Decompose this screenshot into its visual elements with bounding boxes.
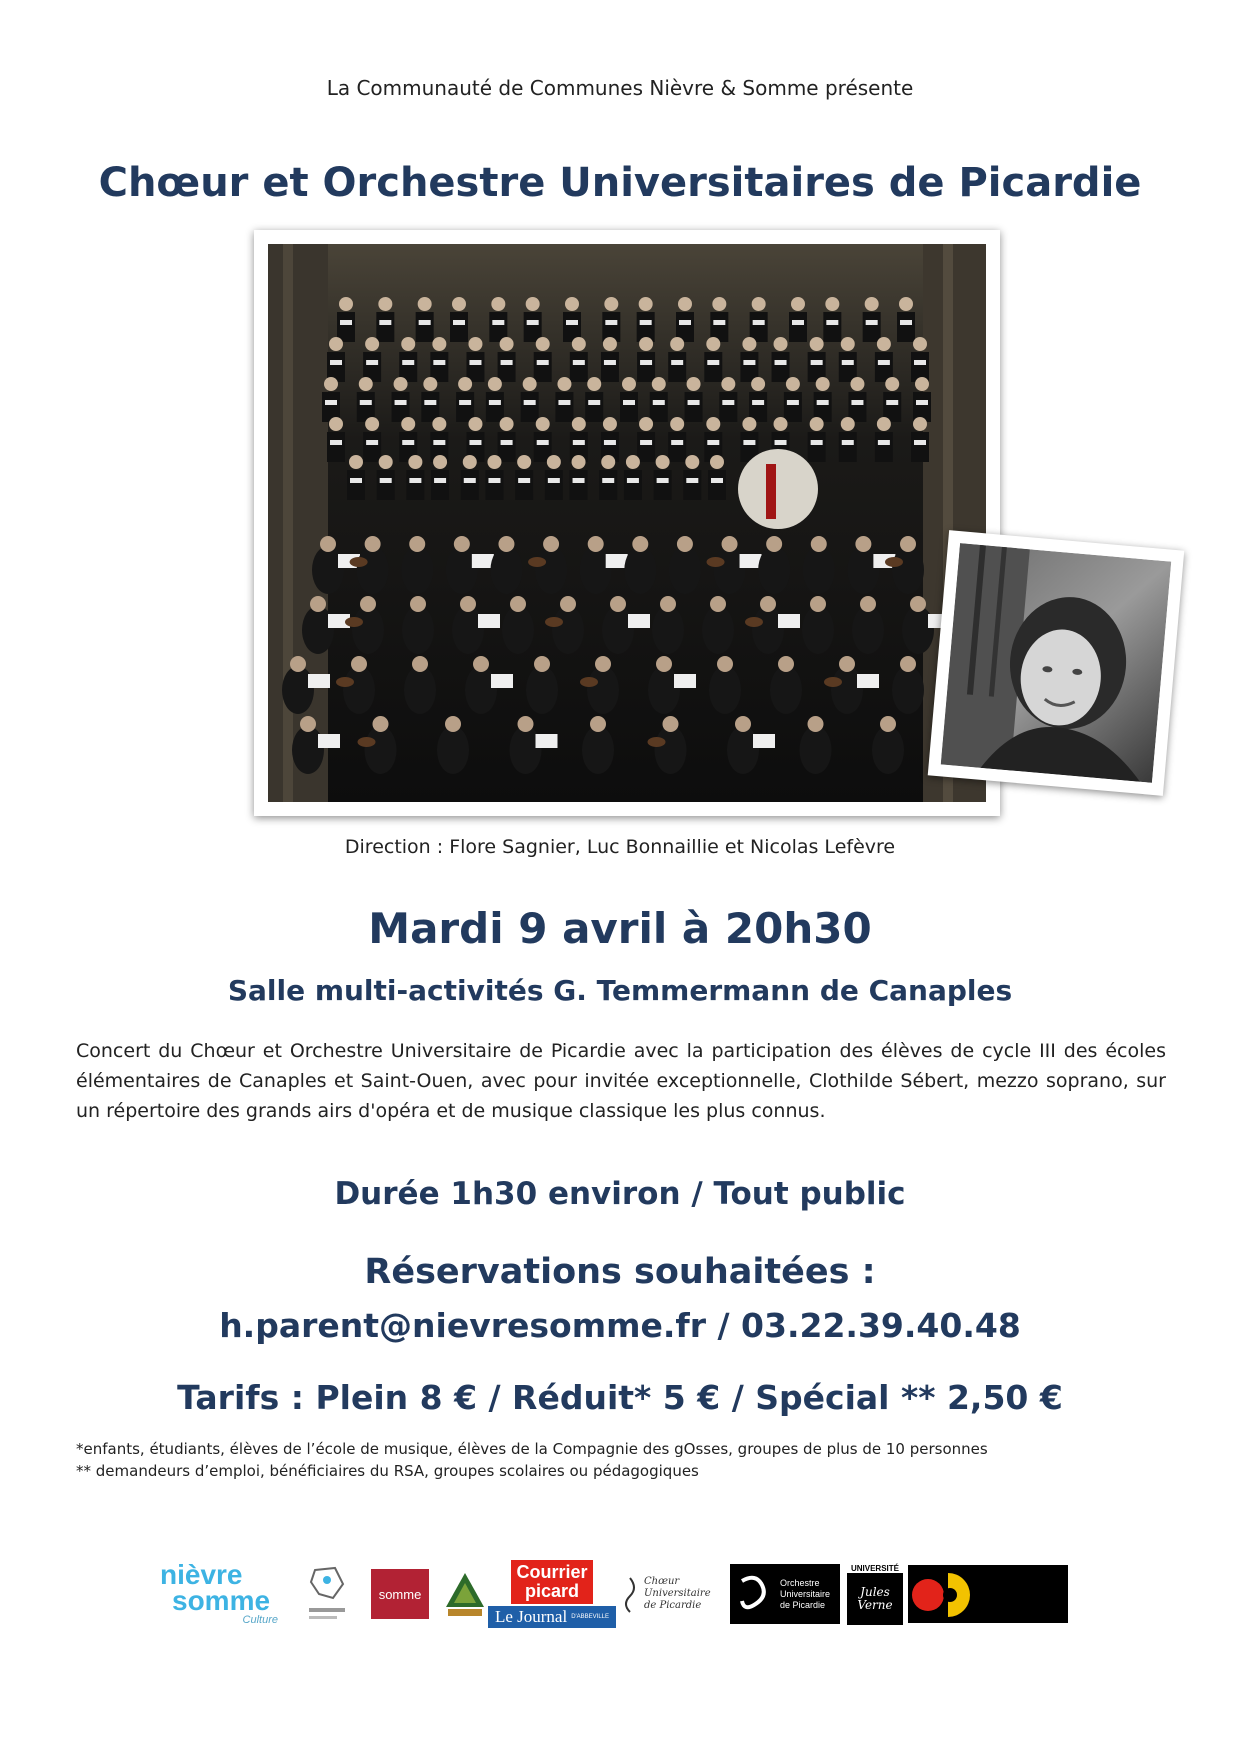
journal-box <box>488 1606 616 1628</box>
circles-logo-box <box>908 1565 1068 1623</box>
partner-logo-circles <box>908 1556 1068 1632</box>
treble-clef-icon <box>620 1574 640 1614</box>
universite-word: UNIVERSITÉ <box>850 1563 899 1573</box>
somme-logo-box <box>371 1569 429 1619</box>
culture-logo-word: Culture <box>242 1614 278 1626</box>
orchestre-logo-box <box>730 1564 840 1624</box>
event-venue: Salle multi-activités G. Temmermann de Canaples <box>227 974 1013 1007</box>
pricing-note-special: ** demandeurs d’emploi, bénéficiaires du RSA, groupes scolaires ou pédagogiques <box>76 1462 699 1480</box>
direction-caption: Direction : Flore Sagnier, Luc Bonnaillie et Nicolas Lefèvre <box>344 836 896 858</box>
page-title: Chœur et Orchestre Universitaires de Picardie <box>98 160 1142 206</box>
presenter-line: La Communauté de Communes Nièvre & Somme présente <box>326 76 914 100</box>
courrier-word: Courrier <box>516 1562 588 1582</box>
choeur-logo-text: Chœur Universitaire de Picardie <box>644 1576 711 1611</box>
orchestre-logo-text: Orchestre Universitaire de Picardie <box>780 1577 831 1610</box>
courrier-picard-box <box>511 1560 593 1604</box>
orchestre-mark-icon <box>736 1571 774 1617</box>
reservation-title: Réservations souhaitées : <box>364 1252 876 1292</box>
orchestra-photo-image <box>268 244 986 802</box>
orchestre-universitaire-logo <box>730 1556 840 1632</box>
pricing-line: Tarifs : Plein 8 € / Réduit* 5 € / Spécial ** 2,50 € <box>177 1378 1063 1417</box>
jules-verne-word: Jules Verne <box>857 1584 893 1612</box>
bazart-logo <box>440 1556 490 1632</box>
orchestra-photo <box>254 230 1000 816</box>
soloist-portrait <box>928 530 1185 796</box>
choeur-universitaire-logo <box>620 1556 724 1632</box>
event-duration: Durée 1h30 environ / Tout public <box>334 1176 906 1212</box>
univ-logo-box <box>847 1573 903 1625</box>
event-description: Concert du Chœur et Orchestre Universitaire de Picardie avec la participation des élèves de cycle III des écoles élémentaires de Canaples et Saint-Ouen, avec pour invitée exceptionnelle, Clothilde Sébert, mezzo soprano, sur un répertoire des grands airs d'opéra et de musique classique les plus connus. <box>76 1040 1166 1122</box>
pricing-note-reduced: *enfants, étudiants, élèves de l’école de musique, élèves de la Compagnie des gOsses, groupes de plus de 10 personnes <box>76 1440 988 1458</box>
hauts-de-france-logo <box>302 1556 352 1632</box>
event-date: Mardi 9 avril à 20h30 <box>368 904 872 953</box>
somme-logo-word: somme <box>172 1585 271 1616</box>
somme-logo-text: somme <box>378 1586 422 1602</box>
reservation-contact[interactable]: h.parent@nievresomme.fr / 03.22.39.40.48 <box>219 1306 1021 1345</box>
nievre-logo-word: nièvre <box>160 1559 243 1590</box>
triangle-icon <box>442 1569 488 1619</box>
circles-icon <box>908 1565 1068 1623</box>
courrier-picard-logo <box>488 1556 616 1632</box>
journal-sub-word: D'ABBEVILLE <box>571 1614 610 1620</box>
region-icon <box>305 1564 349 1624</box>
universite-jules-verne-logo <box>846 1556 904 1632</box>
somme-department-logo <box>370 1556 430 1632</box>
picard-word: picard <box>524 1581 580 1601</box>
journal-word: Le Journal <box>494 1607 568 1626</box>
nievre-somme-logo <box>160 1556 284 1632</box>
soloist-portrait-image <box>941 543 1172 783</box>
